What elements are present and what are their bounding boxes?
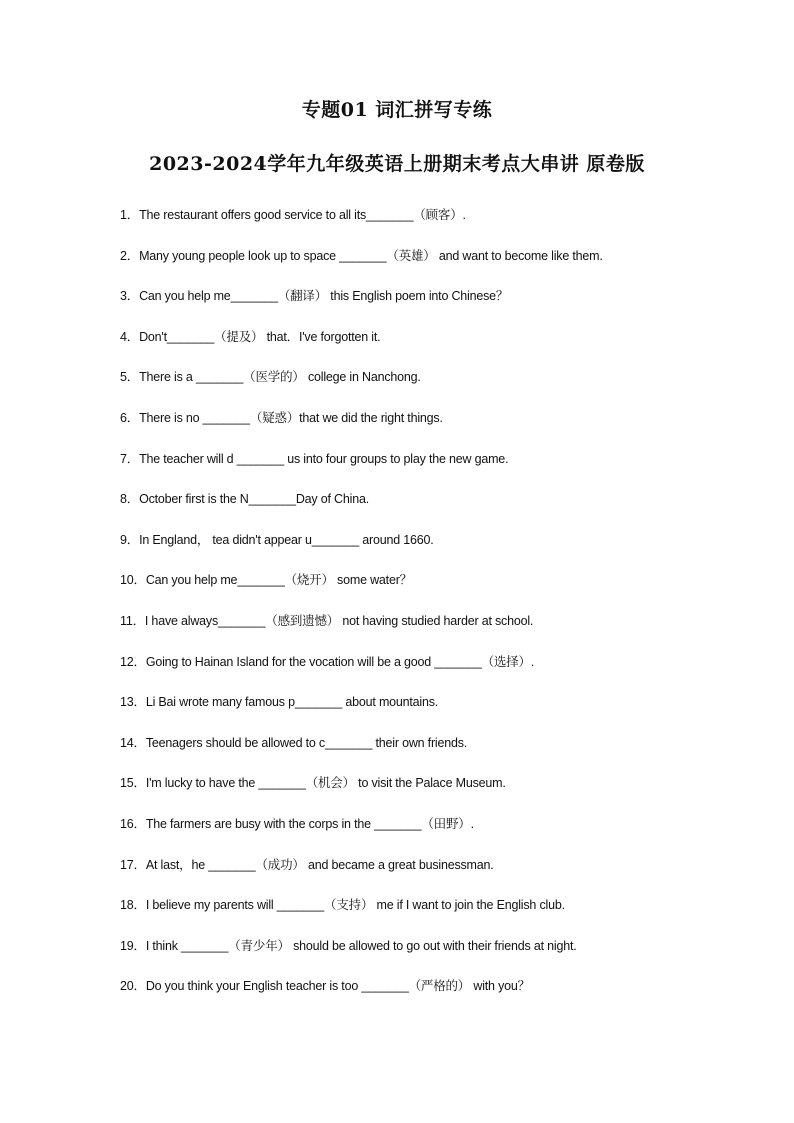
question-number: 5．	[120, 370, 140, 385]
question-item	[120, 530, 720, 571]
question-number: 3．	[120, 289, 140, 304]
question-text: Do you think your English teacher is too _______（严格的） with you？	[145, 979, 530, 994]
question-item	[120, 733, 720, 774]
question-text: Don't_______（提及） that．I've forgotten it.	[139, 329, 381, 344]
question-text: Going to Hainan Island for the vocation will be a good _______（选择）.	[145, 654, 535, 669]
question-item	[120, 814, 720, 855]
question-number: 20．	[120, 979, 146, 994]
question-text: In England， tea didn't appear u_______ around 1660.	[139, 532, 434, 547]
question-item	[120, 692, 720, 733]
question-item	[120, 895, 720, 936]
question-item	[120, 246, 720, 287]
question-item	[120, 367, 720, 408]
question-number: 7．	[120, 451, 140, 466]
question-text: The restaurant offers good service to all its_______（顾客）.	[139, 208, 466, 222]
question-text: I have always_______（感到遗憾） not having studied harder at school.	[144, 613, 534, 628]
document-title: 专题01 词汇拼写专练	[301, 99, 493, 121]
question-item	[120, 408, 720, 449]
question-number: 15．	[120, 776, 146, 791]
question-number: 11．	[120, 613, 145, 628]
question-number: 13．	[120, 695, 146, 710]
question-text: The farmers are busy with the corps in the _______（田野）.	[145, 816, 474, 831]
question-item	[120, 449, 720, 490]
question-item	[120, 611, 720, 652]
question-item	[120, 652, 720, 693]
question-number: 18．	[120, 898, 146, 913]
question-item	[120, 773, 720, 814]
question-number: 6．	[120, 410, 140, 425]
question-item	[120, 936, 720, 977]
document-subtitle: 2023-2024学年九年级英语上册期末考点大串讲 原卷版	[149, 153, 645, 175]
question-item	[120, 205, 720, 246]
question-item	[120, 855, 720, 896]
question-text: Many young people look up to space _______（英雄） and want to become like them.	[139, 248, 603, 263]
question-number: 17．	[120, 857, 146, 872]
question-text: At last，he _______（成功） and became a great businessman.	[145, 857, 494, 872]
question-text: Can you help me_______（翻译） this English poem into Chinese？	[139, 289, 509, 304]
question-text: The teacher will d _______ us into four groups to play the new game.	[139, 451, 509, 466]
question-text: Li Bai wrote many famous p_______ about mountains.	[145, 695, 439, 710]
question-item	[120, 327, 720, 368]
question-list	[120, 205, 720, 1017]
question-number: 14．	[120, 735, 146, 750]
question-number: 2．	[120, 248, 140, 263]
question-item	[120, 976, 720, 1017]
question-number: 10．	[120, 573, 146, 588]
question-number: 4．	[120, 329, 140, 344]
question-text: Can you help me_______（烧开） some water？	[145, 573, 412, 588]
question-text: There is no _______（疑惑）that we did the right things.	[139, 410, 443, 425]
question-number: 16．	[120, 816, 146, 831]
question-text: Teenagers should be allowed to c_______ their own friends.	[145, 735, 468, 750]
question-item	[120, 286, 720, 327]
question-text: I think _______（青少年） should be allowed to go out with their friends at night.	[145, 938, 577, 953]
question-item	[120, 570, 720, 611]
question-number: 9．	[120, 532, 140, 547]
question-text: I'm lucky to have the _______（机会） to visit the Palace Museum.	[145, 776, 506, 791]
question-text: There is a _______（医学的） college in Nanchong.	[139, 370, 421, 385]
question-text: I believe my parents will _______（支持） me if I want to join the English club.	[145, 898, 565, 913]
question-number: 1．	[120, 208, 140, 222]
question-number: 12．	[120, 654, 146, 669]
question-text: October first is the N_______Day of China.	[139, 492, 369, 507]
question-item	[120, 489, 720, 530]
question-number: 19．	[120, 938, 146, 953]
question-number: 8．	[120, 492, 140, 507]
